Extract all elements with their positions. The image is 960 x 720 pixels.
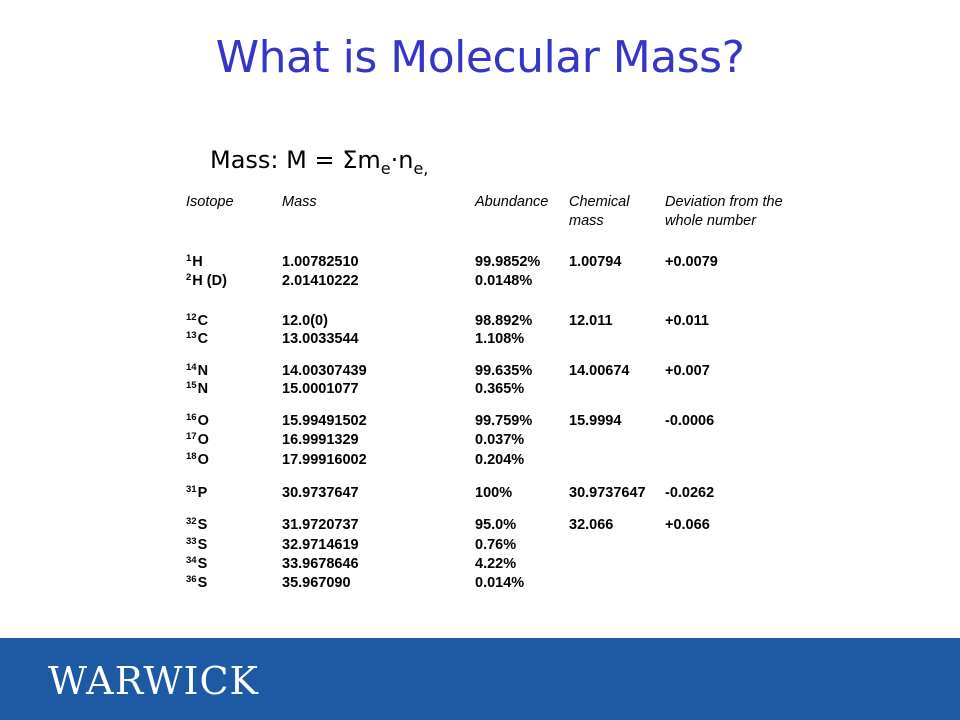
abundance-cell: 0.204% (475, 452, 525, 468)
isotope-symbol: S (197, 556, 208, 572)
isotope-symbol: S (197, 537, 208, 553)
mass-cell: 35.967090 (282, 575, 351, 591)
footer-bar (0, 638, 960, 720)
abundance-cell: 99.759% (475, 413, 533, 429)
abundance-cell: 1.108% (475, 331, 525, 347)
isotope-mass-number: 32 (186, 516, 197, 527)
chemical-mass-cell: 1.00794 (569, 254, 622, 270)
abundance-cell: 0.365% (475, 381, 525, 397)
isotope-symbol: N (197, 363, 209, 379)
isotope-mass-number: 36 (186, 574, 197, 585)
mass-cell: 14.00307439 (282, 363, 367, 379)
abundance-cell: 0.0148% (475, 273, 533, 289)
chemical-mass-cell: 14.00674 (569, 363, 630, 379)
deviation-cell: +0.011 (665, 313, 709, 329)
isotope-mass-number: 14 (186, 362, 197, 373)
isotope-cell (186, 272, 227, 290)
mass-cell: 15.0001077 (282, 381, 359, 397)
header-deviation: Deviation from the whole number (665, 194, 783, 229)
abundance-cell: 0.037% (475, 432, 525, 448)
deviation-cell: +0.066 (665, 517, 710, 533)
isotope-cell (186, 330, 208, 348)
isotope-cell (186, 574, 207, 592)
mass-formula (210, 146, 429, 178)
isotope-mass-number: 13 (186, 330, 197, 341)
header-isotope: Isotope (186, 194, 234, 210)
warwick-logo (48, 658, 278, 702)
header-abundance: Abundance (475, 194, 549, 210)
mass-cell: 13.0033544 (282, 331, 359, 347)
isotope-symbol: S (197, 517, 208, 533)
formula-lead: Mass: M = Σm (210, 146, 381, 174)
mass-cell: 30.9737647 (282, 485, 359, 501)
isotope-cell (186, 451, 209, 469)
mass-cell: 16.9991329 (282, 432, 359, 448)
mass-cell: 31.9720737 (282, 517, 359, 533)
slide-title: What is Molecular Mass? (215, 32, 745, 83)
chemical-mass-cell: 15.9994 (569, 413, 622, 429)
isotope-symbol: C (197, 331, 209, 347)
isotope-mass-number: 1 (186, 253, 192, 264)
header-chemical-mass: Chemical mass (569, 194, 630, 229)
mass-cell: 32.9714619 (282, 537, 359, 553)
abundance-cell: 100% (475, 485, 513, 501)
isotope-mass-number: 31 (186, 484, 197, 495)
abundance-cell: 95.0% (475, 517, 517, 533)
isotope-cell (186, 555, 207, 573)
mass-cell: 33.9678646 (282, 556, 359, 572)
abundance-cell: 99.9852% (475, 254, 541, 270)
isotope-cell (186, 536, 207, 554)
isotope-cell (186, 253, 203, 271)
warwick-logo-text: WARWICK (48, 659, 259, 702)
isotope-mass-number: 33 (186, 536, 197, 547)
mass-cell: 1.00782510 (282, 254, 359, 270)
isotope-mass-number: 16 (186, 412, 197, 423)
isotope-cell (186, 431, 209, 449)
abundance-cell: 99.635% (475, 363, 533, 379)
formula-dot-n: ·n (390, 146, 414, 174)
isotope-symbol: H (192, 254, 203, 270)
abundance-cell: 0.014% (475, 575, 525, 591)
isotope-symbol: O (197, 432, 209, 448)
chemical-mass-cell: 12.011 (569, 313, 613, 329)
chemical-mass-cell: 30.9737647 (569, 485, 646, 501)
isotope-mass-number: 12 (186, 312, 197, 323)
isotope-cell (186, 484, 207, 502)
abundance-cell: 4.22% (475, 556, 517, 572)
isotope-mass-number: 34 (186, 555, 197, 566)
abundance-cell: 98.892% (475, 313, 533, 329)
isotope-symbol: N (197, 381, 209, 397)
isotope-mass-number: 18 (186, 451, 197, 462)
isotope-cell (186, 312, 208, 330)
isotope-symbol: C (197, 313, 209, 329)
isotope-mass-number: 15 (186, 380, 197, 391)
chemical-mass-cell: 32.066 (569, 517, 614, 533)
isotope-symbol: O (197, 413, 209, 429)
formula-subscript-e2: e, (413, 159, 429, 178)
deviation-cell: -0.0262 (665, 485, 715, 501)
formula-subscript-e: e (380, 159, 391, 178)
isotope-mass-number: 2 (186, 272, 192, 283)
deviation-cell: +0.0079 (665, 254, 718, 270)
isotope-cell (186, 412, 209, 430)
isotope-cell (186, 362, 208, 380)
isotope-mass-number: 17 (186, 431, 197, 442)
isotope-symbol: H (D) (192, 273, 227, 289)
isotope-symbol: P (197, 485, 208, 501)
mass-cell: 12.0(0) (282, 313, 328, 329)
mass-cell: 17.99916002 (282, 452, 367, 468)
header-mass: Mass (282, 194, 317, 210)
mass-cell: 2.01410222 (282, 273, 359, 289)
isotope-symbol: S (197, 575, 208, 591)
abundance-cell: 0.76% (475, 537, 517, 553)
isotope-cell (186, 516, 207, 534)
mass-cell: 15.99491502 (282, 413, 367, 429)
deviation-cell: +0.007 (665, 363, 710, 379)
isotope-cell (186, 380, 208, 398)
isotope-symbol: O (197, 452, 209, 468)
deviation-cell: -0.0006 (665, 413, 715, 429)
